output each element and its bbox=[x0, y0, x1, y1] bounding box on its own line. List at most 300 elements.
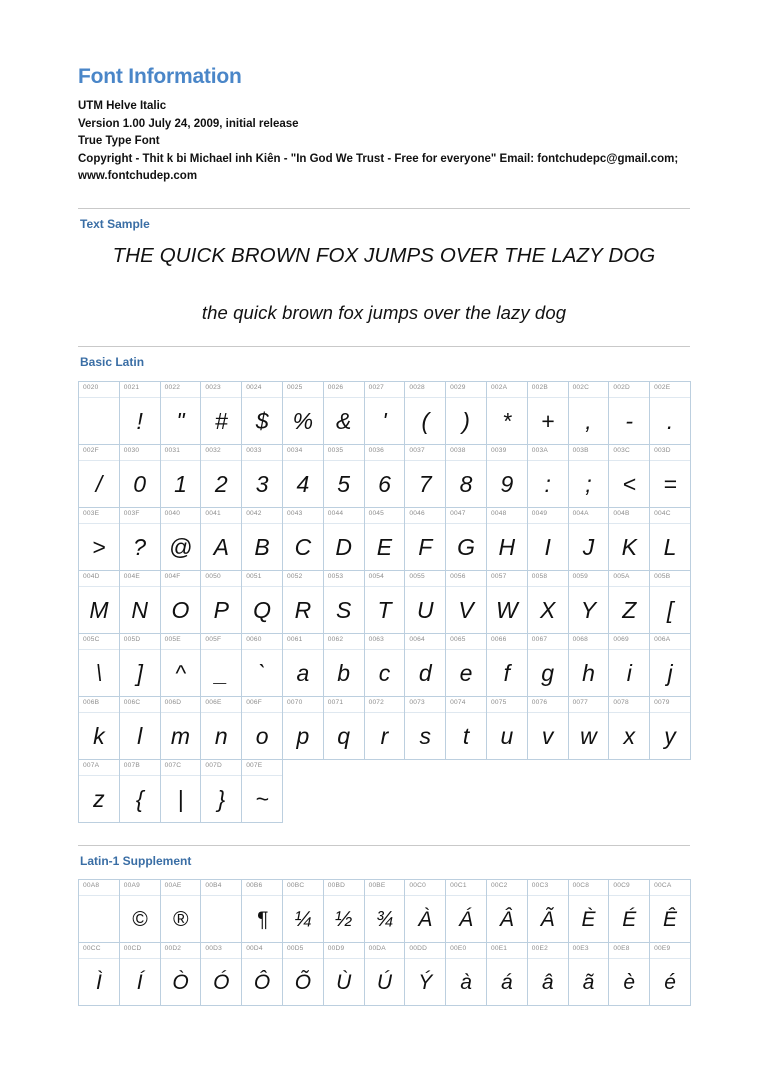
codepoint-label: 0070 bbox=[286, 698, 303, 706]
glyph-sample: Ù bbox=[336, 971, 352, 995]
glyph-cell bbox=[405, 696, 446, 759]
glyph-cell bbox=[201, 696, 242, 759]
codepoint-label: 00C8 bbox=[572, 882, 590, 890]
glyph-sample: C bbox=[294, 533, 312, 560]
glyph-cell bbox=[323, 696, 364, 759]
glyph-sample: \ bbox=[95, 659, 103, 686]
glyph-cell bbox=[323, 444, 364, 507]
codepoint-divider bbox=[120, 649, 160, 650]
glyph-sample: z bbox=[93, 785, 105, 812]
codepoint-label: 0060 bbox=[246, 635, 262, 643]
codepoint-divider bbox=[242, 397, 282, 398]
codepoint-label: 0069 bbox=[613, 635, 629, 643]
glyph-cell bbox=[405, 880, 446, 943]
glyph-table-row bbox=[79, 570, 691, 633]
codepoint-divider bbox=[120, 586, 160, 587]
glyph-sample: _ bbox=[214, 659, 228, 686]
glyph-cell bbox=[446, 943, 487, 1006]
sample-lowercase: the quick brown fox jumps over the lazy dog bbox=[201, 302, 567, 324]
codepoint-divider bbox=[242, 523, 282, 524]
glyph-sample: w bbox=[580, 722, 597, 749]
codepoint-divider bbox=[324, 586, 364, 587]
codepoint-divider bbox=[569, 649, 609, 650]
codepoint-divider bbox=[405, 712, 445, 713]
codepoint-label: 0020 bbox=[83, 383, 99, 391]
section-latin1-supplement bbox=[78, 845, 690, 1007]
codepoint-label: 0028 bbox=[409, 383, 425, 391]
glyph-sample: { bbox=[135, 785, 144, 812]
codepoint-divider bbox=[283, 523, 323, 524]
glyph-cell bbox=[242, 943, 283, 1006]
glyph-sample: T bbox=[377, 596, 392, 623]
glyph-cell bbox=[242, 444, 283, 507]
glyph-cell bbox=[201, 570, 242, 633]
glyph-sample: V bbox=[458, 596, 474, 623]
codepoint-divider bbox=[569, 895, 609, 896]
glyph-cell bbox=[364, 880, 405, 943]
codepoint-divider bbox=[528, 397, 568, 398]
glyph-sample: L bbox=[663, 533, 677, 560]
codepoint-label: 0072 bbox=[368, 698, 385, 706]
glyph-cell bbox=[568, 570, 609, 633]
glyph-sample: + bbox=[540, 407, 555, 434]
codepoint-divider bbox=[405, 895, 445, 896]
codepoint-label: 0041 bbox=[205, 509, 221, 517]
glyph-cell bbox=[364, 570, 405, 633]
codepoint-label: 00C9 bbox=[613, 882, 630, 890]
codepoint-label: 005E bbox=[164, 635, 181, 643]
codepoint-label: 0062 bbox=[327, 635, 344, 643]
glyph-cell bbox=[486, 880, 527, 943]
glyph-sample: ^ bbox=[175, 659, 186, 686]
glyph-cell bbox=[609, 880, 650, 943]
codepoint-divider bbox=[528, 712, 568, 713]
codepoint-divider bbox=[650, 586, 690, 587]
codepoint-label: 0045 bbox=[368, 509, 385, 517]
codepoint-divider bbox=[650, 460, 690, 461]
glyph-sample: ` bbox=[258, 659, 266, 686]
glyph-cell bbox=[609, 444, 650, 507]
codepoint-label: 005C bbox=[83, 635, 100, 643]
codepoint-label: 0042 bbox=[246, 509, 262, 517]
codepoint-label: 0040 bbox=[164, 509, 181, 517]
codepoint-divider bbox=[446, 958, 486, 959]
codepoint-label: 00BD bbox=[327, 882, 346, 890]
codepoint-divider bbox=[528, 460, 568, 461]
glyph-cell bbox=[79, 381, 120, 444]
glyph-sample: ! bbox=[136, 407, 143, 434]
glyph-sample: $ bbox=[255, 407, 269, 434]
glyph-table-row bbox=[79, 507, 691, 570]
glyph-sample: À bbox=[418, 908, 433, 932]
codepoint-divider bbox=[79, 649, 119, 650]
codepoint-label: 0032 bbox=[205, 446, 221, 454]
text-sample-block bbox=[78, 244, 690, 324]
codepoint-label: 00E0 bbox=[450, 945, 467, 953]
glyph-sample: F bbox=[418, 533, 433, 560]
codepoint-label: 0021 bbox=[123, 383, 140, 391]
codepoint-divider bbox=[609, 523, 649, 524]
glyph-sample: 8 bbox=[459, 470, 473, 497]
glyph-sample: " bbox=[176, 407, 185, 434]
codepoint-label: 00CC bbox=[83, 945, 101, 953]
codepoint-divider bbox=[365, 523, 405, 524]
section-title-text-sample: Text Sample bbox=[80, 216, 150, 231]
glyph-sample: Y bbox=[580, 596, 597, 623]
glyph-sample: y bbox=[664, 722, 676, 749]
codepoint-divider bbox=[79, 460, 119, 461]
glyph-cell bbox=[486, 381, 527, 444]
glyph-sample: M bbox=[89, 596, 109, 623]
font-info-line: Version 1.00 July 24, 2009, initial release bbox=[78, 117, 299, 130]
glyph-cell bbox=[242, 570, 283, 633]
codepoint-label: 00B4 bbox=[205, 882, 222, 890]
codepoint-divider bbox=[446, 586, 486, 587]
codepoint-divider bbox=[120, 523, 160, 524]
codepoint-label: 0058 bbox=[531, 572, 548, 580]
codepoint-divider bbox=[120, 397, 160, 398]
codepoint-divider bbox=[201, 958, 241, 959]
codepoint-divider bbox=[487, 895, 527, 896]
glyph-cell bbox=[160, 880, 201, 943]
glyph-sample: H bbox=[498, 533, 516, 560]
glyph-cell bbox=[160, 570, 201, 633]
glyph-cell-empty bbox=[282, 759, 323, 822]
glyph-sample: Q bbox=[253, 596, 272, 623]
codepoint-label: 006E bbox=[205, 698, 222, 706]
glyph-sample: 9 bbox=[500, 470, 514, 497]
glyph-sample: = bbox=[663, 470, 677, 497]
glyph-sample: ' bbox=[382, 407, 387, 434]
section-divider bbox=[78, 208, 690, 209]
glyph-cell bbox=[119, 696, 160, 759]
codepoint-label: 0056 bbox=[450, 572, 466, 580]
section-divider bbox=[78, 346, 690, 347]
codepoint-label: 00B6 bbox=[246, 882, 263, 890]
glyph-table-row bbox=[79, 943, 691, 1006]
codepoint-divider bbox=[650, 397, 690, 398]
codepoint-label: 0057 bbox=[490, 572, 507, 580]
glyph-sample: á bbox=[501, 971, 513, 995]
glyph-sample: â bbox=[541, 971, 554, 995]
glyph-sample: 4 bbox=[296, 470, 310, 497]
codepoint-divider bbox=[405, 460, 445, 461]
glyph-cell bbox=[405, 381, 446, 444]
glyph-sample: ; bbox=[585, 470, 592, 497]
codepoint-label: 0078 bbox=[613, 698, 629, 706]
glyph-cell bbox=[323, 880, 364, 943]
glyph-sample: A bbox=[213, 533, 229, 560]
codepoint-divider bbox=[283, 895, 323, 896]
glyph-cell bbox=[527, 633, 568, 696]
codepoint-label: 00E3 bbox=[572, 945, 589, 953]
section-title-basic-latin: Basic Latin bbox=[80, 355, 145, 370]
glyph-cell bbox=[79, 570, 120, 633]
glyph-cell bbox=[650, 943, 691, 1006]
glyph-sample: J bbox=[582, 533, 595, 560]
glyph-cell bbox=[650, 507, 691, 570]
glyph-sample: Ã bbox=[540, 908, 555, 932]
codepoint-label: 0047 bbox=[450, 509, 466, 517]
glyph-sample: ¼ bbox=[294, 908, 312, 932]
glyph-cell bbox=[119, 507, 160, 570]
codepoint-label: 006B bbox=[83, 698, 100, 706]
font-info-line: True Type Font bbox=[78, 135, 160, 148]
glyph-cell-empty bbox=[527, 759, 568, 822]
codepoint-label: 0034 bbox=[286, 446, 303, 454]
codepoint-divider bbox=[365, 460, 405, 461]
glyph-sample bbox=[79, 897, 119, 942]
glyph-sample: ( bbox=[421, 407, 430, 434]
glyph-cell bbox=[527, 507, 568, 570]
codepoint-divider bbox=[528, 958, 568, 959]
codepoint-divider bbox=[161, 523, 201, 524]
glyph-sample: E bbox=[376, 533, 393, 560]
codepoint-label: 006C bbox=[123, 698, 141, 706]
codepoint-label: 0049 bbox=[531, 509, 548, 517]
glyph-sample: Á bbox=[459, 908, 474, 932]
glyph-cell bbox=[446, 696, 487, 759]
codepoint-label: 00BC bbox=[286, 882, 305, 890]
glyph-cell bbox=[364, 381, 405, 444]
glyph-sample: % bbox=[292, 407, 314, 434]
glyph-cell bbox=[282, 381, 323, 444]
glyph-cell bbox=[160, 943, 201, 1006]
codepoint-divider bbox=[161, 895, 201, 896]
codepoint-label: 0054 bbox=[368, 572, 385, 580]
codepoint-label: 0033 bbox=[246, 446, 262, 454]
codepoint-divider bbox=[365, 649, 405, 650]
glyph-sample: 3 bbox=[255, 470, 269, 497]
glyph-cell bbox=[364, 696, 405, 759]
glyph-sample: d bbox=[418, 659, 432, 686]
glyph-sample: / bbox=[95, 470, 103, 497]
glyph-cell bbox=[201, 633, 242, 696]
codepoint-label: 0071 bbox=[327, 698, 344, 706]
codepoint-divider bbox=[569, 523, 609, 524]
glyph-sample: È bbox=[581, 908, 596, 932]
codepoint-divider bbox=[569, 712, 609, 713]
glyph-cell bbox=[650, 696, 691, 759]
codepoint-divider bbox=[365, 895, 405, 896]
glyph-cell bbox=[446, 381, 487, 444]
glyph-table-row bbox=[79, 444, 691, 507]
glyph-cell bbox=[650, 570, 691, 633]
codepoint-divider bbox=[283, 397, 323, 398]
codepoint-divider bbox=[201, 586, 241, 587]
codepoint-divider bbox=[650, 712, 690, 713]
codepoint-divider bbox=[609, 586, 649, 587]
codepoint-label: 006D bbox=[164, 698, 182, 706]
codepoint-divider bbox=[242, 649, 282, 650]
codepoint-label: 0048 bbox=[490, 509, 507, 517]
codepoint-divider bbox=[405, 523, 445, 524]
glyph-cell bbox=[486, 570, 527, 633]
codepoint-divider bbox=[161, 958, 201, 959]
glyph-cell bbox=[160, 507, 201, 570]
codepoint-label: 0038 bbox=[450, 446, 466, 454]
glyph-cell bbox=[79, 943, 120, 1006]
codepoint-label: 0051 bbox=[246, 572, 262, 580]
glyph-cell bbox=[609, 696, 650, 759]
codepoint-label: 007B bbox=[123, 761, 140, 769]
glyph-cell bbox=[119, 570, 160, 633]
codepoint-divider bbox=[120, 712, 160, 713]
glyph-cell bbox=[446, 880, 487, 943]
codepoint-label: 00D2 bbox=[164, 945, 182, 953]
glyph-cell bbox=[242, 696, 283, 759]
codepoint-label: 0073 bbox=[409, 698, 425, 706]
codepoint-label: 0055 bbox=[409, 572, 425, 580]
codepoint-label: 0076 bbox=[531, 698, 548, 706]
codepoint-label: 002E bbox=[654, 383, 671, 391]
codepoint-divider bbox=[569, 460, 609, 461]
glyph-cell bbox=[201, 759, 242, 822]
codepoint-divider bbox=[161, 460, 201, 461]
codepoint-divider bbox=[609, 460, 649, 461]
codepoint-label: 00BE bbox=[368, 882, 386, 890]
glyph-sample: é bbox=[664, 971, 676, 995]
codepoint-divider bbox=[120, 895, 160, 896]
glyph-cell bbox=[79, 880, 120, 943]
glyph-sample: u bbox=[500, 722, 514, 749]
codepoint-label: 0024 bbox=[246, 383, 262, 391]
codepoint-divider bbox=[365, 712, 405, 713]
glyph-cell bbox=[79, 696, 120, 759]
codepoint-divider bbox=[528, 523, 568, 524]
codepoint-divider bbox=[569, 586, 609, 587]
codepoint-divider bbox=[283, 712, 323, 713]
glyph-sample: - bbox=[625, 407, 634, 434]
codepoint-label: 0037 bbox=[409, 446, 425, 454]
codepoint-label: 00E9 bbox=[654, 945, 671, 953]
codepoint-divider bbox=[405, 958, 445, 959]
glyph-sample: f bbox=[503, 659, 511, 686]
glyph-sample: Ô bbox=[253, 971, 271, 995]
glyph-table-row bbox=[79, 633, 691, 696]
codepoint-divider bbox=[79, 586, 119, 587]
codepoint-divider bbox=[609, 649, 649, 650]
codepoint-divider bbox=[120, 775, 160, 776]
glyph-sample: N bbox=[131, 596, 148, 623]
glyph-cell bbox=[609, 381, 650, 444]
glyph-cell bbox=[119, 943, 160, 1006]
glyph-sample: Ý bbox=[418, 971, 433, 995]
glyph-sample: Z bbox=[622, 596, 637, 623]
glyph-sample: a bbox=[296, 659, 310, 686]
glyph-cell bbox=[201, 381, 242, 444]
codepoint-label: 0079 bbox=[654, 698, 670, 706]
codepoint-label: 0050 bbox=[205, 572, 221, 580]
codepoint-divider bbox=[79, 958, 119, 959]
glyph-cell bbox=[568, 880, 609, 943]
page-title: Font Information bbox=[78, 65, 242, 88]
codepoint-label: 0059 bbox=[572, 572, 589, 580]
codepoint-divider bbox=[120, 958, 160, 959]
glyph-cell bbox=[405, 633, 446, 696]
glyph-sample: x bbox=[623, 722, 635, 749]
codepoint-label: 00D5 bbox=[286, 945, 304, 953]
codepoint-label: 004E bbox=[123, 572, 140, 580]
glyph-cell-empty bbox=[650, 759, 691, 822]
glyph-sample: ¶ bbox=[256, 908, 268, 932]
glyph-sample: ~ bbox=[255, 785, 269, 812]
codepoint-divider bbox=[446, 460, 486, 461]
codepoint-label: 00E1 bbox=[490, 945, 508, 953]
font-info-block bbox=[78, 98, 690, 185]
codepoint-divider bbox=[283, 649, 323, 650]
codepoint-divider bbox=[365, 397, 405, 398]
codepoint-label: 0031 bbox=[164, 446, 181, 454]
section-divider bbox=[78, 845, 690, 846]
codepoint-label: 00D3 bbox=[205, 945, 222, 953]
glyph-sample: m bbox=[170, 722, 191, 749]
glyph-sample: Ò bbox=[172, 971, 189, 995]
glyph-cell-empty bbox=[364, 759, 405, 822]
codepoint-divider bbox=[79, 712, 119, 713]
glyph-cell bbox=[242, 507, 283, 570]
glyph-cell bbox=[527, 696, 568, 759]
codepoint-divider bbox=[283, 460, 323, 461]
glyph-sample: p bbox=[296, 722, 310, 749]
codepoint-label: 0074 bbox=[450, 698, 466, 706]
codepoint-divider bbox=[161, 397, 201, 398]
codepoint-label: 00C3 bbox=[531, 882, 549, 890]
glyph-sample: W bbox=[496, 596, 518, 623]
glyph-cell bbox=[201, 507, 242, 570]
glyph-sample: g bbox=[541, 659, 555, 686]
glyph-cell bbox=[650, 381, 691, 444]
glyph-sample: 5 bbox=[337, 470, 351, 497]
glyph-sample: Â bbox=[499, 908, 514, 932]
codepoint-divider bbox=[242, 712, 282, 713]
codepoint-label: 005F bbox=[205, 635, 222, 643]
codepoint-label: 0025 bbox=[286, 383, 303, 391]
codepoint-divider bbox=[242, 460, 282, 461]
glyph-cell bbox=[527, 943, 568, 1006]
glyph-sample: è bbox=[623, 971, 636, 995]
glyph-cell bbox=[282, 696, 323, 759]
glyph-cell-empty bbox=[405, 759, 446, 822]
glyph-cell bbox=[79, 507, 120, 570]
glyph-table-row bbox=[79, 880, 691, 943]
codepoint-divider bbox=[324, 397, 364, 398]
glyph-sample: @ bbox=[168, 533, 193, 560]
glyph-cell bbox=[568, 507, 609, 570]
codepoint-label: 00A8 bbox=[83, 882, 100, 890]
glyph-sample bbox=[79, 399, 119, 444]
codepoint-divider bbox=[242, 586, 282, 587]
codepoint-label: 00CD bbox=[123, 945, 142, 953]
codepoint-divider bbox=[79, 775, 119, 776]
glyph-cell bbox=[650, 880, 691, 943]
glyph-cell bbox=[405, 444, 446, 507]
codepoint-divider bbox=[528, 586, 568, 587]
codepoint-divider bbox=[446, 523, 486, 524]
codepoint-divider bbox=[201, 649, 241, 650]
glyph-sample: K bbox=[621, 533, 637, 560]
codepoint-label: 00E2 bbox=[531, 945, 548, 953]
sample-uppercase: THE QUICK BROWN FOX JUMPS OVER THE LAZY DOG bbox=[112, 244, 656, 268]
codepoint-divider bbox=[201, 460, 241, 461]
glyph-cell bbox=[242, 880, 283, 943]
glyph-sample: ) bbox=[462, 407, 470, 434]
glyph-sample: t bbox=[462, 722, 470, 749]
glyph-sample: 1 bbox=[174, 470, 187, 497]
glyph-sample: < bbox=[622, 470, 636, 497]
codepoint-label: 0053 bbox=[327, 572, 344, 580]
glyph-cell-empty bbox=[568, 759, 609, 822]
